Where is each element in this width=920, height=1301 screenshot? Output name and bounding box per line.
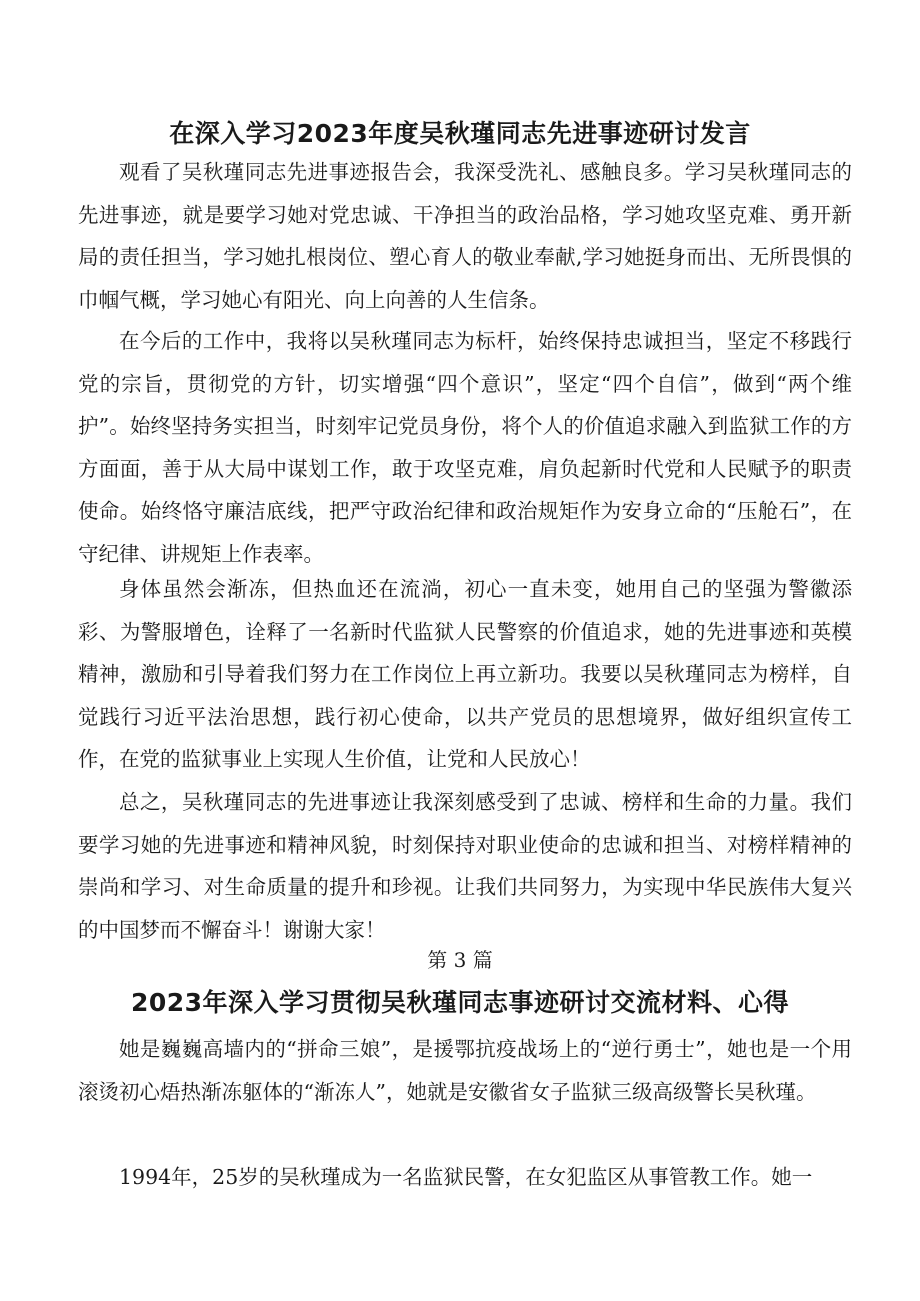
paragraph: 身体虽然会渐冻，但热血还在流淌，初心一直未变，她用自己的坚强为警徽添彩、为警服增色，诠释了一名新时代监狱人民警察的价值追求，她的先进事迹和英模精神，激励和引导着我们努力在工作岗位上再立新功。我要以吴秋瑾同志为榜样，自觉践行习近平法治思想，践行初心使命，以共产党员的思想境界，做好组织宣传工作，在党的监狱事业上实现人生价值，让党和人民放心！ (78, 577, 852, 771)
section-label: 第 3 篇 (427, 948, 493, 972)
paragraph: 在今后的工作中，我将以吴秋瑾同志为标杆，始终保持忠诚担当，坚定不移践行党的宗旨，贯彻党的方针，切实增强“四个意识”，坚定“四个自信”，做到“两个维护”。始终坚持务实担当，时刻牢记党员身份，将个人的价值追求融入到监狱工作的方方面面，善于从大局中谋划工作，敢于攻坚克难，肩负起新时代党和人民赋予的职责使命。始终恪守廉洁底线，把严守政治纪律和政治规矩作为安身立命的“压舱石”，在守纪律、讲规矩上作表率。 (78, 329, 852, 566)
paragraph: 1994年，25岁的吴秋瑾成为一名监狱民警，在女犯监区从事管教工作。她一 (119, 1165, 813, 1189)
paragraph: 她是巍巍高墙内的“拼命三娘”，是援鄂抗疫战场上的“逆行勇士”，她也是一个用滚烫初心焐热渐冻躯体的“渐冻人”，她就是安徽省女子监狱三级高级警长吴秋瑾。 (78, 1037, 852, 1104)
paragraph: 总之，吴秋瑾同志的先进事迹让我深刻感受到了忠诚、榜样和生命的力量。我们要学习她的先进事迹和精神风貌，时刻保持对职业使命的忠诚和担当、对榜样精神的崇尚和学习、对生命质量的提升和珍视。让我们共同努力，为实现中华民族伟大复兴的中国梦而不懈奋斗！谢谢大家！ (78, 790, 852, 942)
document-title: 在深入学习2023年度吴秋瑾同志先进事迹研讨发言 (169, 119, 751, 148)
paragraph: 观看了吴秋瑾同志先进事迹报告会，我深受洗礼、感触良多。学习吴秋瑾同志的先进事迹，就是要学习她对党忠诚、干净担当的政治品格，学习她攻坚克难、勇开新局的责任担当，学习她扎根岗位、塑心育人的敬业奉献,学习她挺身而出、无所畏惧的巾帼气概，学习她心有阳光、向上向善的人生信条。 (78, 160, 852, 312)
section-title: 2023年深入学习贯彻吴秋瑾同志事迹研讨交流材料、心得 (130, 988, 790, 1017)
